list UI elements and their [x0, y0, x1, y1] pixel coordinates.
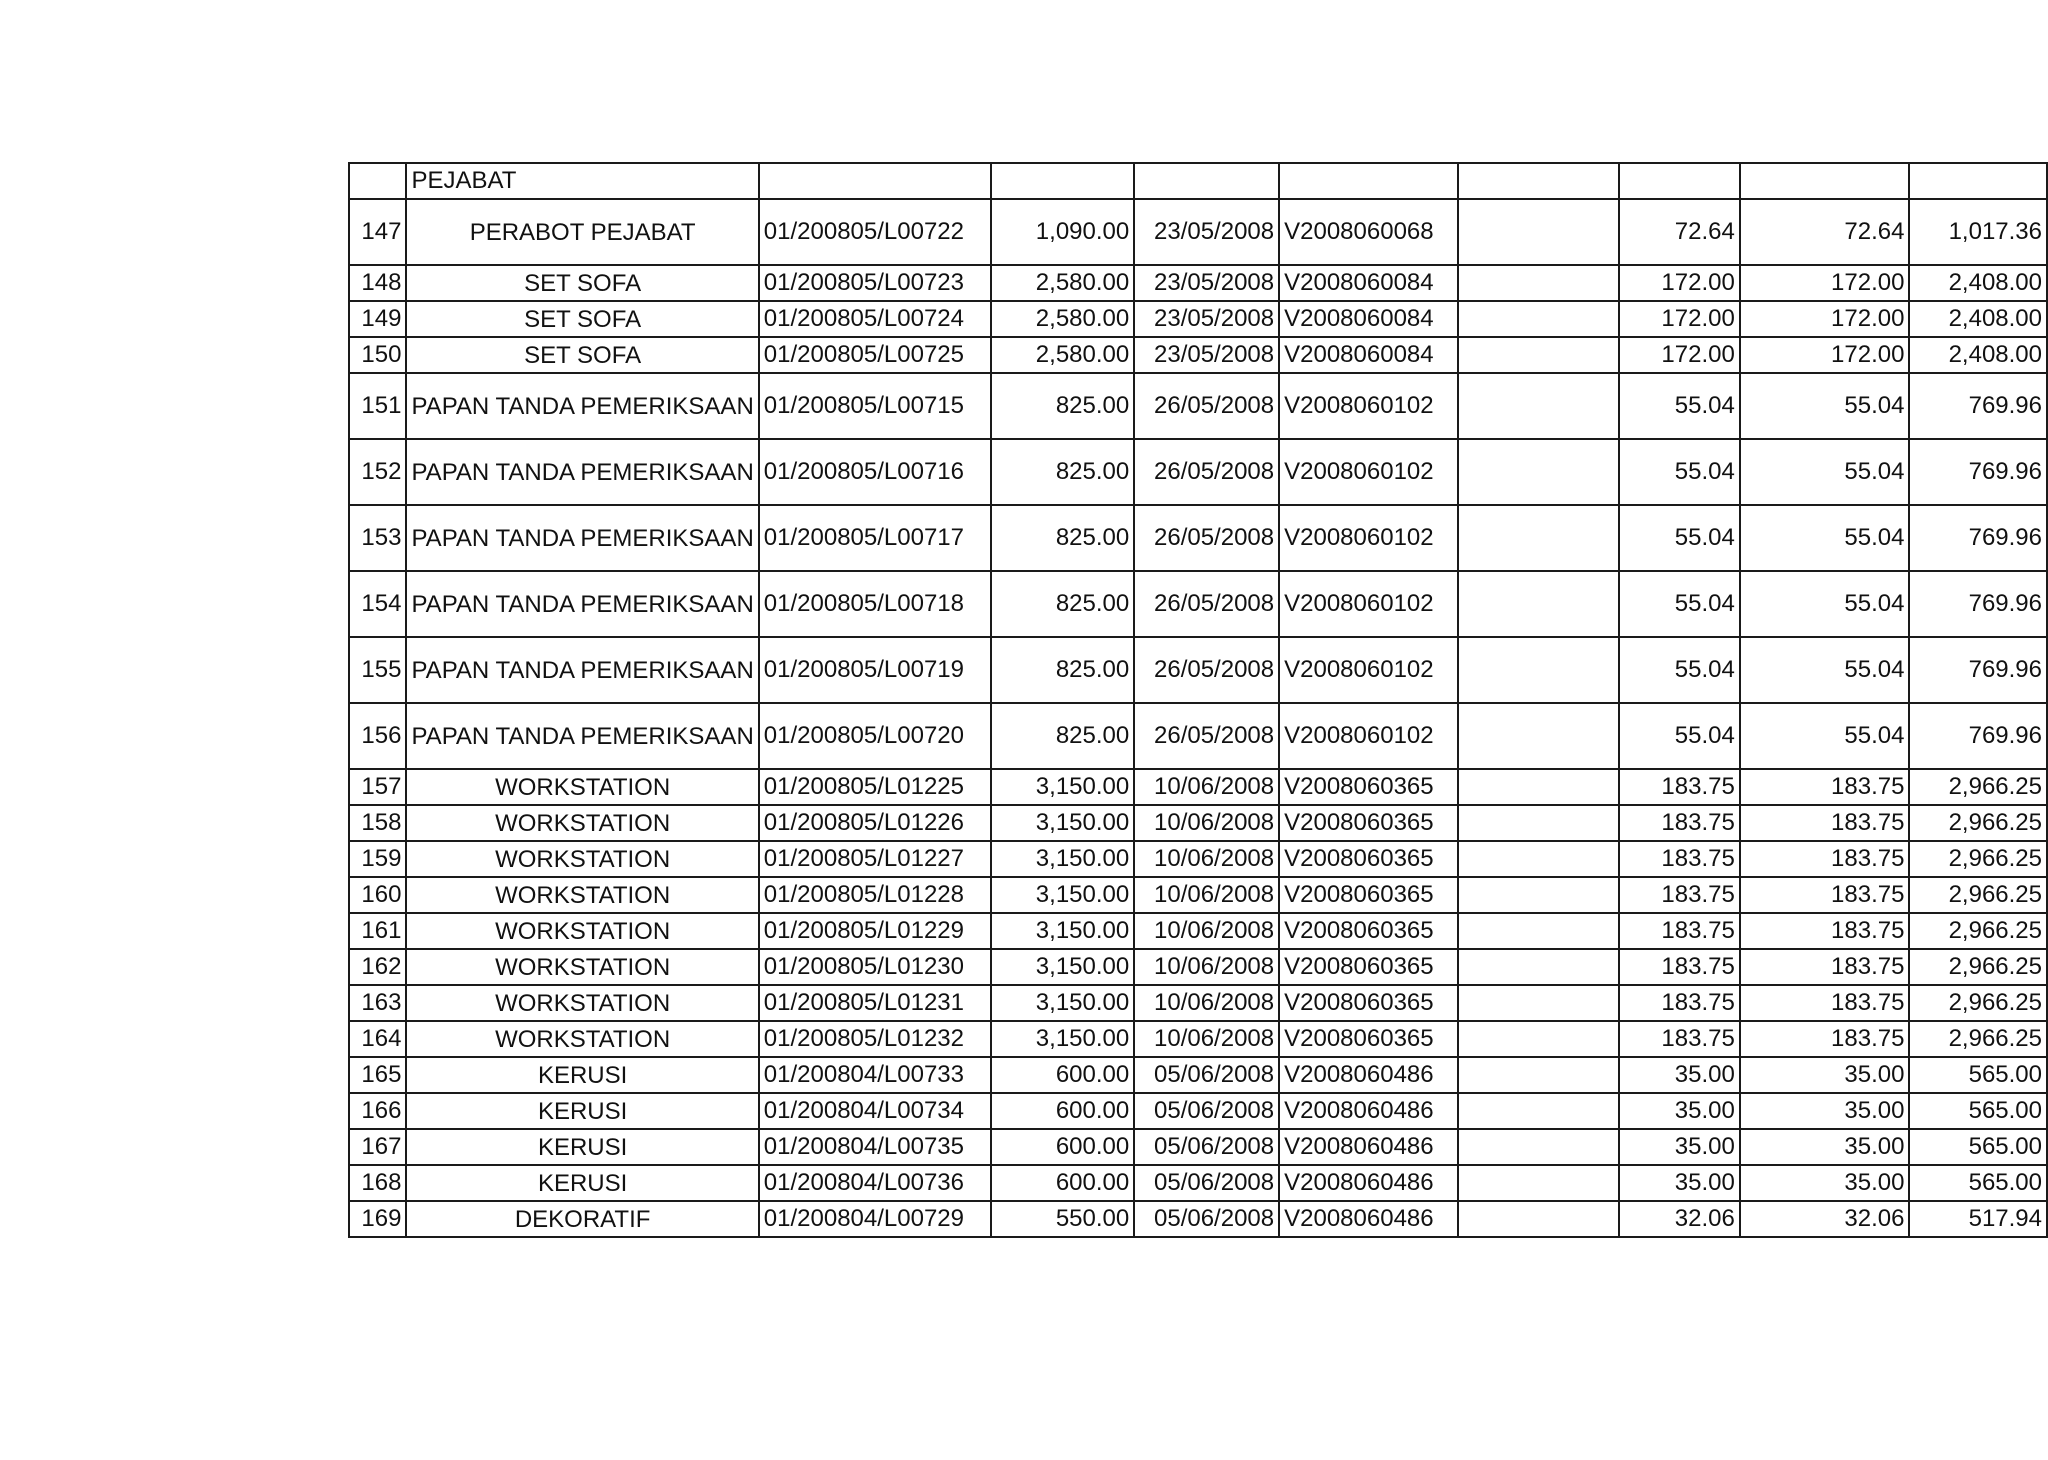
- reference-cell: 01/200805/L01232: [759, 1021, 991, 1057]
- cost-cell: 3,150.00: [991, 913, 1134, 949]
- table-row: [349, 571, 2047, 637]
- reference-cell: 01/200805/L00720: [759, 703, 991, 769]
- table-row-continuation: [349, 163, 2047, 199]
- net-book-value-cell: 2,966.25: [1909, 913, 2047, 949]
- voucher-cell: V2008060102: [1279, 439, 1458, 505]
- accumulated-depreciation-cell: 183.75: [1740, 769, 1910, 805]
- row-number-cell: [349, 163, 406, 199]
- row-number-cell: 152: [349, 439, 406, 505]
- cost-cell: 825.00: [991, 571, 1134, 637]
- table-row: [349, 1093, 2047, 1129]
- net-book-value-cell: 2,966.25: [1909, 805, 2047, 841]
- blank-cell: [1458, 1201, 1619, 1237]
- cost-cell: 2,580.00: [991, 337, 1134, 373]
- depreciation-cell: 55.04: [1619, 571, 1740, 637]
- date-cell: 23/05/2008: [1134, 199, 1279, 265]
- voucher-cell: V2008060084: [1279, 265, 1458, 301]
- voucher-cell: V2008060365: [1279, 949, 1458, 985]
- depreciation-cell: 35.00: [1619, 1057, 1740, 1093]
- cost-cell: [991, 163, 1134, 199]
- voucher-cell: V2008060102: [1279, 505, 1458, 571]
- net-book-value-cell: 2,966.25: [1909, 877, 2047, 913]
- table-row: [349, 199, 2047, 265]
- cost-cell: 825.00: [991, 373, 1134, 439]
- blank-cell: [1458, 1057, 1619, 1093]
- date-cell: 10/06/2008: [1134, 769, 1279, 805]
- row-number-cell: 161: [349, 913, 406, 949]
- table-row: [349, 1201, 2047, 1237]
- date-cell: 10/06/2008: [1134, 805, 1279, 841]
- blank-cell: [1458, 949, 1619, 985]
- row-number-cell: 159: [349, 841, 406, 877]
- voucher-cell: V2008060365: [1279, 1021, 1458, 1057]
- blank-cell: [1458, 1021, 1619, 1057]
- blank-cell: [1458, 805, 1619, 841]
- reference-cell: 01/200805/L01227: [759, 841, 991, 877]
- depreciation-cell: 183.75: [1619, 877, 1740, 913]
- blank-cell: [1458, 1093, 1619, 1129]
- item-name-cell: PERABOT PEJABAT: [406, 199, 758, 265]
- row-number-cell: 149: [349, 301, 406, 337]
- cost-cell: 3,150.00: [991, 949, 1134, 985]
- net-book-value-cell: 769.96: [1909, 637, 2047, 703]
- reference-cell: 01/200805/L00715: [759, 373, 991, 439]
- date-cell: 26/05/2008: [1134, 373, 1279, 439]
- table-row: [349, 1021, 2047, 1057]
- asset-register-table: [348, 162, 2048, 1238]
- item-name-cell: SET SOFA: [406, 265, 758, 301]
- cost-cell: 3,150.00: [991, 877, 1134, 913]
- reference-cell: 01/200805/L01230: [759, 949, 991, 985]
- reference-cell: [759, 163, 991, 199]
- voucher-cell: V2008060486: [1279, 1165, 1458, 1201]
- accumulated-depreciation-cell: 183.75: [1740, 985, 1910, 1021]
- cost-cell: 825.00: [991, 703, 1134, 769]
- cost-cell: 600.00: [991, 1093, 1134, 1129]
- depreciation-cell: 35.00: [1619, 1129, 1740, 1165]
- item-name-cell: PAPAN TANDA PEMERIKSAAN: [406, 505, 758, 571]
- date-cell: 26/05/2008: [1134, 439, 1279, 505]
- voucher-cell: V2008060084: [1279, 337, 1458, 373]
- depreciation-cell: 35.00: [1619, 1165, 1740, 1201]
- blank-cell: [1458, 337, 1619, 373]
- date-cell: 10/06/2008: [1134, 913, 1279, 949]
- net-book-value-cell: 2,408.00: [1909, 265, 2047, 301]
- accumulated-depreciation-cell: 32.06: [1740, 1201, 1910, 1237]
- item-name-cell: WORKSTATION: [406, 841, 758, 877]
- row-number-cell: 163: [349, 985, 406, 1021]
- reference-cell: 01/200804/L00733: [759, 1057, 991, 1093]
- table-row: [349, 805, 2047, 841]
- date-cell: 23/05/2008: [1134, 265, 1279, 301]
- net-book-value-cell: 565.00: [1909, 1057, 2047, 1093]
- row-number-cell: 156: [349, 703, 406, 769]
- row-number-cell: 168: [349, 1165, 406, 1201]
- table-row: [349, 913, 2047, 949]
- voucher-cell: V2008060486: [1279, 1201, 1458, 1237]
- voucher-cell: V2008060084: [1279, 301, 1458, 337]
- cost-cell: 550.00: [991, 1201, 1134, 1237]
- date-cell: 05/06/2008: [1134, 1201, 1279, 1237]
- table-row: [349, 769, 2047, 805]
- date-cell: 05/06/2008: [1134, 1165, 1279, 1201]
- cost-cell: 3,150.00: [991, 805, 1134, 841]
- voucher-cell: V2008060102: [1279, 571, 1458, 637]
- blank-cell: [1458, 703, 1619, 769]
- net-book-value-cell: 2,966.25: [1909, 985, 2047, 1021]
- row-number-cell: 148: [349, 265, 406, 301]
- cost-cell: 825.00: [991, 505, 1134, 571]
- net-book-value-cell: 769.96: [1909, 571, 2047, 637]
- reference-cell: 01/200805/L00723: [759, 265, 991, 301]
- blank-cell: [1458, 769, 1619, 805]
- accumulated-depreciation-cell: [1740, 163, 1910, 199]
- item-name-cell: WORKSTATION: [406, 985, 758, 1021]
- depreciation-cell: 183.75: [1619, 841, 1740, 877]
- blank-cell: [1458, 199, 1619, 265]
- net-book-value-cell: 2,966.25: [1909, 769, 2047, 805]
- cost-cell: 3,150.00: [991, 841, 1134, 877]
- depreciation-cell: 183.75: [1619, 1021, 1740, 1057]
- table-row: [349, 301, 2047, 337]
- table-row: [349, 337, 2047, 373]
- depreciation-cell: 55.04: [1619, 373, 1740, 439]
- blank-cell: [1458, 877, 1619, 913]
- cost-cell: 825.00: [991, 439, 1134, 505]
- row-number-cell: 157: [349, 769, 406, 805]
- table-row: [349, 1165, 2047, 1201]
- voucher-cell: V2008060365: [1279, 877, 1458, 913]
- accumulated-depreciation-cell: 35.00: [1740, 1165, 1910, 1201]
- accumulated-depreciation-cell: 172.00: [1740, 265, 1910, 301]
- net-book-value-cell: 769.96: [1909, 505, 2047, 571]
- cost-cell: 1,090.00: [991, 199, 1134, 265]
- accumulated-depreciation-cell: 183.75: [1740, 949, 1910, 985]
- table-row: [349, 985, 2047, 1021]
- net-book-value-cell: 2,408.00: [1909, 337, 2047, 373]
- accumulated-depreciation-cell: 183.75: [1740, 805, 1910, 841]
- blank-cell: [1458, 505, 1619, 571]
- item-name-cell: PAPAN TANDA PEMERIKSAAN: [406, 373, 758, 439]
- item-name-cell: PAPAN TANDA PEMERIKSAAN: [406, 637, 758, 703]
- voucher-cell: V2008060102: [1279, 373, 1458, 439]
- cost-cell: 3,150.00: [991, 769, 1134, 805]
- item-name-cell: SET SOFA: [406, 301, 758, 337]
- reference-cell: 01/200804/L00734: [759, 1093, 991, 1129]
- blank-cell: [1458, 637, 1619, 703]
- reference-cell: 01/200805/L01231: [759, 985, 991, 1021]
- row-number-cell: 162: [349, 949, 406, 985]
- date-cell: 10/06/2008: [1134, 841, 1279, 877]
- reference-cell: 01/200805/L01226: [759, 805, 991, 841]
- voucher-cell: V2008060365: [1279, 985, 1458, 1021]
- reference-cell: 01/200805/L01225: [759, 769, 991, 805]
- net-book-value-cell: 565.00: [1909, 1093, 2047, 1129]
- cost-cell: 600.00: [991, 1165, 1134, 1201]
- row-number-cell: 158: [349, 805, 406, 841]
- cost-cell: 2,580.00: [991, 265, 1134, 301]
- net-book-value-cell: 769.96: [1909, 373, 2047, 439]
- voucher-cell: V2008060365: [1279, 805, 1458, 841]
- table-row: [349, 877, 2047, 913]
- table-row: [349, 1129, 2047, 1165]
- row-number-cell: 169: [349, 1201, 406, 1237]
- accumulated-depreciation-cell: 183.75: [1740, 877, 1910, 913]
- reference-cell: 01/200805/L00719: [759, 637, 991, 703]
- date-cell: 26/05/2008: [1134, 571, 1279, 637]
- accumulated-depreciation-cell: 183.75: [1740, 913, 1910, 949]
- net-book-value-cell: 2,966.25: [1909, 949, 2047, 985]
- net-book-value-cell: 769.96: [1909, 439, 2047, 505]
- blank-cell: [1458, 265, 1619, 301]
- item-name-cell: WORKSTATION: [406, 1021, 758, 1057]
- row-number-cell: 154: [349, 571, 406, 637]
- net-book-value-cell: 517.94: [1909, 1201, 2047, 1237]
- row-number-cell: 165: [349, 1057, 406, 1093]
- item-name-cell: PAPAN TANDA PEMERIKSAAN: [406, 703, 758, 769]
- depreciation-cell: 55.04: [1619, 637, 1740, 703]
- date-cell: 10/06/2008: [1134, 949, 1279, 985]
- reference-cell: 01/200804/L00735: [759, 1129, 991, 1165]
- depreciation-cell: 32.06: [1619, 1201, 1740, 1237]
- table-row: [349, 505, 2047, 571]
- blank-cell: [1458, 163, 1619, 199]
- row-number-cell: 166: [349, 1093, 406, 1129]
- date-cell: [1134, 163, 1279, 199]
- net-book-value-cell: 565.00: [1909, 1129, 2047, 1165]
- blank-cell: [1458, 985, 1619, 1021]
- voucher-cell: V2008060365: [1279, 841, 1458, 877]
- date-cell: 05/06/2008: [1134, 1129, 1279, 1165]
- accumulated-depreciation-cell: 35.00: [1740, 1093, 1910, 1129]
- date-cell: 26/05/2008: [1134, 703, 1279, 769]
- accumulated-depreciation-cell: 55.04: [1740, 505, 1910, 571]
- date-cell: 10/06/2008: [1134, 1021, 1279, 1057]
- row-number-cell: 164: [349, 1021, 406, 1057]
- depreciation-cell: 55.04: [1619, 439, 1740, 505]
- accumulated-depreciation-cell: 55.04: [1740, 373, 1910, 439]
- depreciation-cell: 35.00: [1619, 1093, 1740, 1129]
- item-name-cell: WORKSTATION: [406, 877, 758, 913]
- item-name-cell: WORKSTATION: [406, 805, 758, 841]
- row-number-cell: 150: [349, 337, 406, 373]
- accumulated-depreciation-cell: 55.04: [1740, 703, 1910, 769]
- item-name-cell: PAPAN TANDA PEMERIKSAAN: [406, 439, 758, 505]
- table-body: [349, 163, 2047, 1237]
- voucher-cell: [1279, 163, 1458, 199]
- cost-cell: 600.00: [991, 1057, 1134, 1093]
- item-name-cell: PAPAN TANDA PEMERIKSAAN: [406, 571, 758, 637]
- date-cell: 10/06/2008: [1134, 985, 1279, 1021]
- depreciation-cell: 172.00: [1619, 265, 1740, 301]
- depreciation-cell: 72.64: [1619, 199, 1740, 265]
- reference-cell: 01/200805/L00718: [759, 571, 991, 637]
- cost-cell: 3,150.00: [991, 1021, 1134, 1057]
- reference-cell: 01/200804/L00736: [759, 1165, 991, 1201]
- depreciation-cell: 183.75: [1619, 985, 1740, 1021]
- accumulated-depreciation-cell: 55.04: [1740, 571, 1910, 637]
- date-cell: 26/05/2008: [1134, 505, 1279, 571]
- item-name-cell: KERUSI: [406, 1129, 758, 1165]
- date-cell: 23/05/2008: [1134, 337, 1279, 373]
- reference-cell: 01/200805/L00725: [759, 337, 991, 373]
- item-name-cell: WORKSTATION: [406, 949, 758, 985]
- item-name-cell: KERUSI: [406, 1093, 758, 1129]
- item-name-cell: KERUSI: [406, 1165, 758, 1201]
- blank-cell: [1458, 301, 1619, 337]
- blank-cell: [1458, 571, 1619, 637]
- date-cell: 10/06/2008: [1134, 877, 1279, 913]
- table-row: [349, 949, 2047, 985]
- blank-cell: [1458, 373, 1619, 439]
- row-number-cell: 160: [349, 877, 406, 913]
- reference-cell: 01/200805/L00717: [759, 505, 991, 571]
- blank-cell: [1458, 913, 1619, 949]
- net-book-value-cell: 769.96: [1909, 703, 2047, 769]
- depreciation-cell: 172.00: [1619, 301, 1740, 337]
- row-number-cell: 151: [349, 373, 406, 439]
- accumulated-depreciation-cell: 183.75: [1740, 1021, 1910, 1057]
- reference-cell: 01/200804/L00729: [759, 1201, 991, 1237]
- depreciation-cell: 183.75: [1619, 805, 1740, 841]
- voucher-cell: V2008060486: [1279, 1057, 1458, 1093]
- accumulated-depreciation-cell: 35.00: [1740, 1129, 1910, 1165]
- net-book-value-cell: [1909, 163, 2047, 199]
- table-row: [349, 703, 2047, 769]
- date-cell: 23/05/2008: [1134, 301, 1279, 337]
- depreciation-cell: 172.00: [1619, 337, 1740, 373]
- depreciation-cell: 183.75: [1619, 913, 1740, 949]
- net-book-value-cell: 2,408.00: [1909, 301, 2047, 337]
- voucher-cell: V2008060365: [1279, 769, 1458, 805]
- reference-cell: 01/200805/L00716: [759, 439, 991, 505]
- item-name-cell: SET SOFA: [406, 337, 758, 373]
- date-cell: 05/06/2008: [1134, 1093, 1279, 1129]
- reference-cell: 01/200805/L00722: [759, 199, 991, 265]
- reference-cell: 01/200805/L01228: [759, 877, 991, 913]
- depreciation-cell: 183.75: [1619, 769, 1740, 805]
- row-number-cell: 147: [349, 199, 406, 265]
- depreciation-cell: 55.04: [1619, 703, 1740, 769]
- voucher-cell: V2008060486: [1279, 1129, 1458, 1165]
- cost-cell: 600.00: [991, 1129, 1134, 1165]
- depreciation-cell: [1619, 163, 1740, 199]
- accumulated-depreciation-cell: 35.00: [1740, 1057, 1910, 1093]
- table-row: [349, 265, 2047, 301]
- item-name-cell: PEJABAT: [406, 163, 758, 199]
- net-book-value-cell: 565.00: [1909, 1165, 2047, 1201]
- accumulated-depreciation-cell: 72.64: [1740, 199, 1910, 265]
- net-book-value-cell: 1,017.36: [1909, 199, 2047, 265]
- cost-cell: 2,580.00: [991, 301, 1134, 337]
- reference-cell: 01/200805/L00724: [759, 301, 991, 337]
- date-cell: 05/06/2008: [1134, 1057, 1279, 1093]
- depreciation-cell: 55.04: [1619, 505, 1740, 571]
- depreciation-cell: 183.75: [1619, 949, 1740, 985]
- voucher-cell: V2008060365: [1279, 913, 1458, 949]
- item-name-cell: KERUSI: [406, 1057, 758, 1093]
- cost-cell: 3,150.00: [991, 985, 1134, 1021]
- item-name-cell: WORKSTATION: [406, 769, 758, 805]
- voucher-cell: V2008060486: [1279, 1093, 1458, 1129]
- cost-cell: 825.00: [991, 637, 1134, 703]
- accumulated-depreciation-cell: 172.00: [1740, 337, 1910, 373]
- accumulated-depreciation-cell: 183.75: [1740, 841, 1910, 877]
- net-book-value-cell: 2,966.25: [1909, 1021, 2047, 1057]
- accumulated-depreciation-cell: 55.04: [1740, 439, 1910, 505]
- item-name-cell: DEKORATIF: [406, 1201, 758, 1237]
- row-number-cell: 167: [349, 1129, 406, 1165]
- reference-cell: 01/200805/L01229: [759, 913, 991, 949]
- date-cell: 26/05/2008: [1134, 637, 1279, 703]
- item-name-cell: WORKSTATION: [406, 913, 758, 949]
- table-row: [349, 637, 2047, 703]
- voucher-cell: V2008060102: [1279, 637, 1458, 703]
- accumulated-depreciation-cell: 55.04: [1740, 637, 1910, 703]
- table-row: [349, 841, 2047, 877]
- row-number-cell: 155: [349, 637, 406, 703]
- accumulated-depreciation-cell: 172.00: [1740, 301, 1910, 337]
- blank-cell: [1458, 439, 1619, 505]
- voucher-cell: V2008060102: [1279, 703, 1458, 769]
- blank-cell: [1458, 1129, 1619, 1165]
- row-number-cell: 153: [349, 505, 406, 571]
- table-row: [349, 373, 2047, 439]
- table-row: [349, 1057, 2047, 1093]
- blank-cell: [1458, 841, 1619, 877]
- net-book-value-cell: 2,966.25: [1909, 841, 2047, 877]
- voucher-cell: V2008060068: [1279, 199, 1458, 265]
- table-row: [349, 439, 2047, 505]
- blank-cell: [1458, 1165, 1619, 1201]
